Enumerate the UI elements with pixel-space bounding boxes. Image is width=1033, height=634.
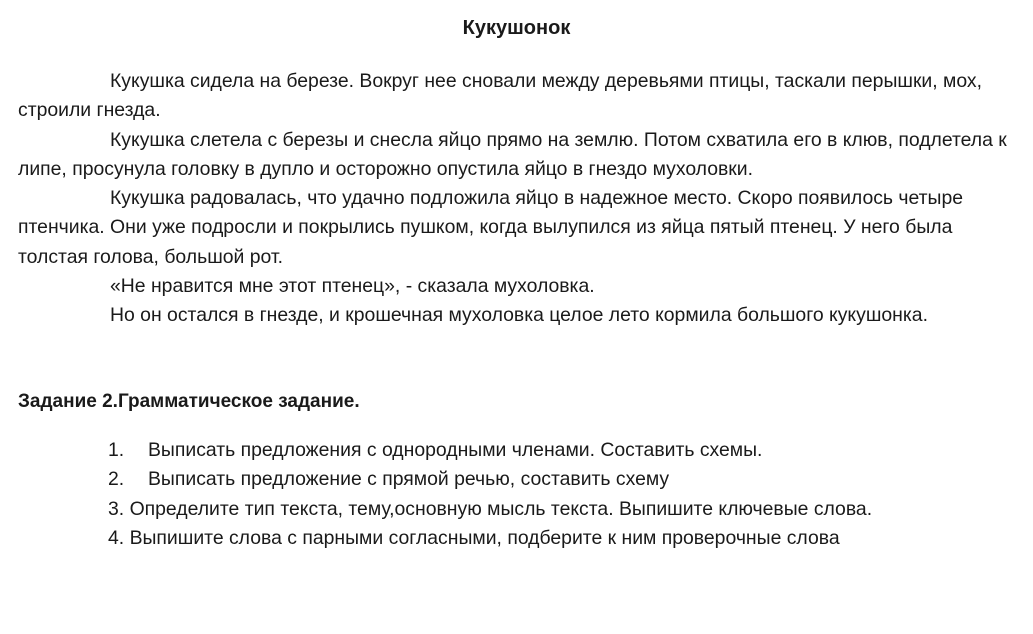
task-text: Выписать предложение с прямой речью, составить схему: [148, 468, 670, 491]
paragraph: Кукушка сидела на березе. Вокруг нее сновали между деревьями птицы, таскали перышки, мох, строили гнезда.: [18, 70, 983, 122]
task-text: Выпишите слова с парными согласными, подберите к ним проверочные слова: [129, 526, 840, 549]
task-number: 2.: [108, 468, 125, 491]
paragraph: Кукушка слетела с березы и снесла яйцо прямо на землю. Потом схватила его в клюв, подлетела к липе, просунула головку в дупло и осторожно опустила яйцо в гнездо мухоловки.: [18, 128, 1007, 180]
page-title: Кукушонок: [462, 17, 571, 39]
task-number: 4.: [108, 526, 125, 549]
task-number: 3.: [108, 497, 125, 520]
paragraph: Но он остался в гнезде, и крошечная мухоловка целое лето кормила большого кукушонка.: [110, 304, 928, 327]
paragraph: Кукушка радовалась, что удачно подложила яйцо в надежное место. Скоро появилось четыре птенчика. Они уже подросли и покрылись пушком, когда вылупился из яйца пятый птенец. У него была толстая голова, большой рот.: [18, 187, 964, 268]
task-heading: Задание 2.Грамматическое задание.: [18, 391, 360, 412]
story-text: [18, 67, 1023, 331]
list-item: [108, 465, 872, 494]
list-item: [108, 436, 872, 465]
task-number: 1.: [108, 439, 125, 461]
task-text: Определите тип текста, тему,основную мысль текста. Выпишите ключевые слова.: [129, 497, 873, 520]
paragraph: «Не нравится мне этот птенец», - сказала мухоловка.: [110, 275, 595, 298]
task-text: Выписать предложения с однородными членами. Составить схемы.: [148, 439, 763, 461]
list-item: [108, 495, 872, 524]
list-item: [108, 524, 872, 553]
task-list: [108, 436, 872, 553]
